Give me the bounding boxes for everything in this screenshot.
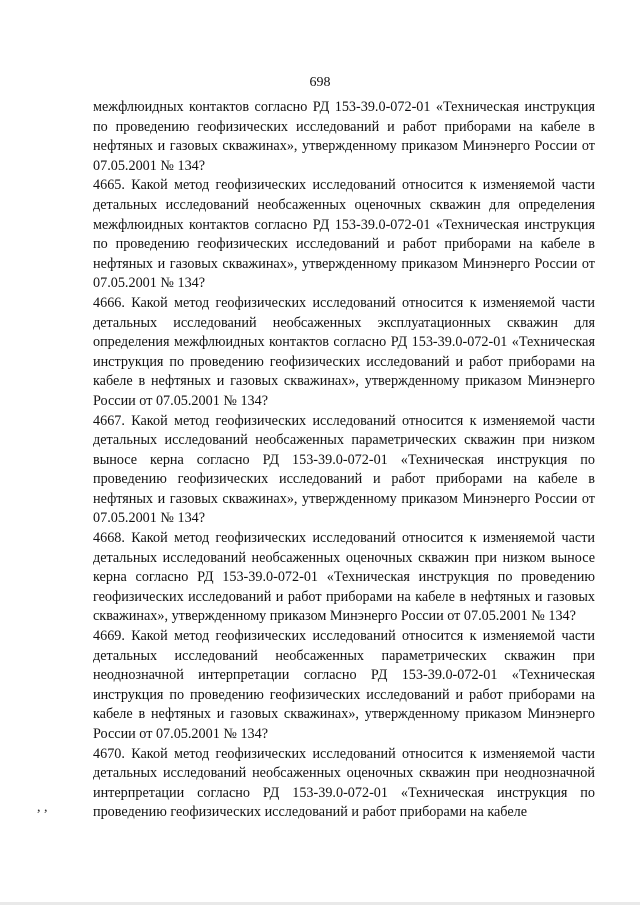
question-paragraph: 4668. Какой метод геофизических исследований относится к изменяемой части детальных исследований необсаженных оценочных скважин при низком выносе керна согласно РД 153-39.0-072-01 «Техническая инструкция по проведению геофизических исследований и работ приборами на кабеле в нефтяных и газовых скважинах», утвержденному приказом Минэнерго России от 07.05.2001 № 134? <box>93 530 595 625</box>
question-paragraph: 4669. Какой метод геофизических исследований относится к изменяемой части детальных исследований необсаженных параметрических скважин при неоднозначной интерпретации согласно РД 153-39.0-072-01 «Техническая инструкция по проведению геофизических исследований и работ приборами на кабеле в нефтяных и газовых скважинах», утвержденному приказом Минэнерго России от 07.05.2001 № 134? <box>93 628 595 742</box>
question-paragraph: 4670. Какой метод геофизических исследований относится к изменяемой части детальных исследований необсаженных оценочных скважин при неоднозначной интерпретации согласно РД 153-39.0-072-01 «Техническая инструкция по проведению геофизических исследований и работ приборами на кабеле <box>93 745 595 821</box>
page-number: 698 <box>309 75 331 90</box>
question-paragraph: 4667. Какой метод геофизических исследований относится к изменяемой части детальных исследований необсаженных параметрических скважин при низком выносе керна согласно РД 153-39.0-072-01 «Техническая инструкция по проведению геофизических исследований и работ приборами на кабеле в нефтяных и газовых скважинах», утвержденному приказом Минэнерго России от 07.05.2001 № 134? <box>93 412 595 527</box>
question-list <box>93 98 595 823</box>
question-paragraph: 4665. Какой метод геофизических исследований относится к изменяемой части детальных исследований необсаженных оценочных скважин для определения межфлюидных контактов согласно РД 153-39.0-072-01 «Техническая инструкция по проведению геофизических исследований и работ приборами на кабеле в нефтяных и газовых скважинах», утвержденному приказом Минэнерго России от 07.05.2001 № 134? <box>93 177 595 292</box>
question-paragraph: межфлюидных контактов согласно РД 153-39.0-072-01 «Техническая инструкция по проведению геофизических исследований и работ приборами на кабеле в нефтяных и газовых скважинах», утвержденному приказом Минэнерго России от 07.05.2001 № 134? <box>93 99 595 174</box>
question-paragraph: 4666. Какой метод геофизических исследований относится к изменяемой части детальных исследований необсаженных эксплуатационных скважин для определения межфлюидных контактов согласно РД 153-39.0-072-01 «Техническая инструкция по проведению геофизических исследований и работ приборами на кабеле в нефтяных и газовых скважинах», утвержденному приказом Минэнерго России от 07.05.2001 № 134? <box>93 294 595 409</box>
margin-mark: , , <box>37 800 48 815</box>
